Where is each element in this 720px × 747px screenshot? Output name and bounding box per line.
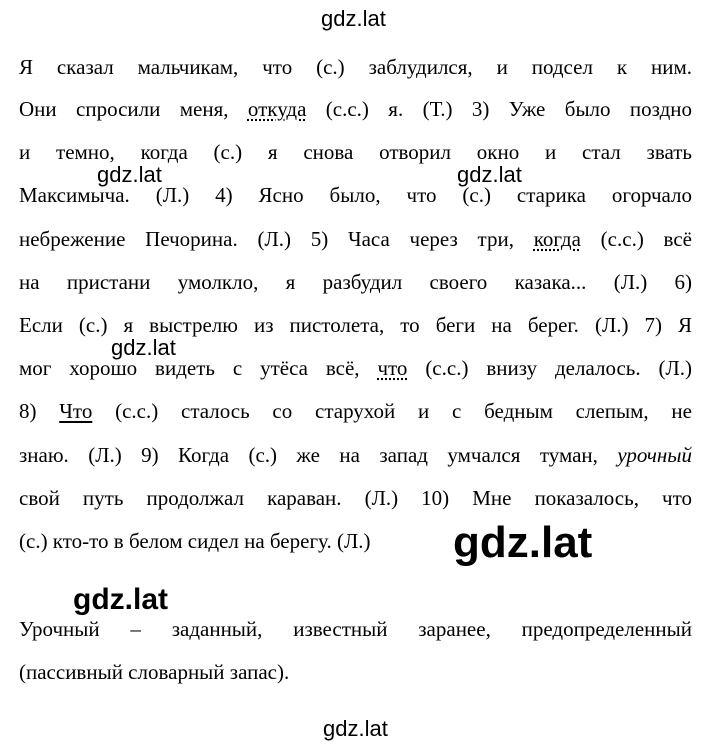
- text-line-12: (с.) кто-то в белом сидел на берегу. (Л.): [19, 529, 371, 553]
- definition-line-1: Урочный – заданный, известный заранее, предопределенный: [19, 617, 692, 641]
- underlined-word: что: [377, 356, 408, 380]
- watermark-mid-right: gdz.lat: [457, 162, 522, 187]
- watermark-mid-left: gdz.lat: [97, 162, 162, 187]
- watermark-left: gdz.lat: [111, 335, 176, 360]
- text-line-8: мог хорошо видеть с утёса всё, что (с.с.) внизу делалось. (Л.): [19, 356, 692, 380]
- underlined-word: когда: [533, 227, 581, 251]
- text-line-11: свой путь продолжал караван. (Л.) 10) Мне показалось, что: [19, 486, 692, 510]
- watermark-bottom: gdz.lat: [323, 716, 388, 741]
- underlined-word: откуда: [247, 97, 307, 121]
- text-line-5: небрежение Печорина. (Л.) 5) Часа через три, когда (с.с.) всё: [19, 227, 692, 251]
- italic-word: урочный: [617, 443, 692, 467]
- text-line-10: знаю. (Л.) 9) Когда (с.) же на запад умчался туман, урочный: [19, 443, 692, 467]
- text-line-6: на пристани умолкло, я разбудил своего казака... (Л.) 6): [19, 270, 692, 294]
- underlined-word: Что: [59, 399, 93, 423]
- watermark-top: gdz.lat: [321, 6, 386, 31]
- watermark-big: gdz.lat: [453, 518, 593, 567]
- watermark-medium: gdz.lat: [73, 583, 168, 616]
- definition-line-2: (пассивный словарный запас).: [19, 660, 290, 684]
- text-line-2: Они спросили меня, откуда (с.с.) я. (Т.) 3) Уже было поздно: [19, 97, 692, 121]
- text-line-4: Максимыча. (Л.) 4) Ясно было, что (с.) старика огорчало: [19, 183, 692, 207]
- text-line-1: Я сказал мальчикам, что (с.) заблудился, и подсел к ним.: [19, 55, 692, 79]
- text-line-7: Если (с.) я выстрелю из пистолета, то беги на берег. (Л.) 7) Я: [19, 313, 692, 337]
- text-line-9: 8) Что (с.с.) сталось со старухой и с бедным слепым, не: [19, 399, 692, 423]
- text-line-3: и темно, когда (с.) я снова отворил окно и стал звать: [19, 140, 692, 164]
